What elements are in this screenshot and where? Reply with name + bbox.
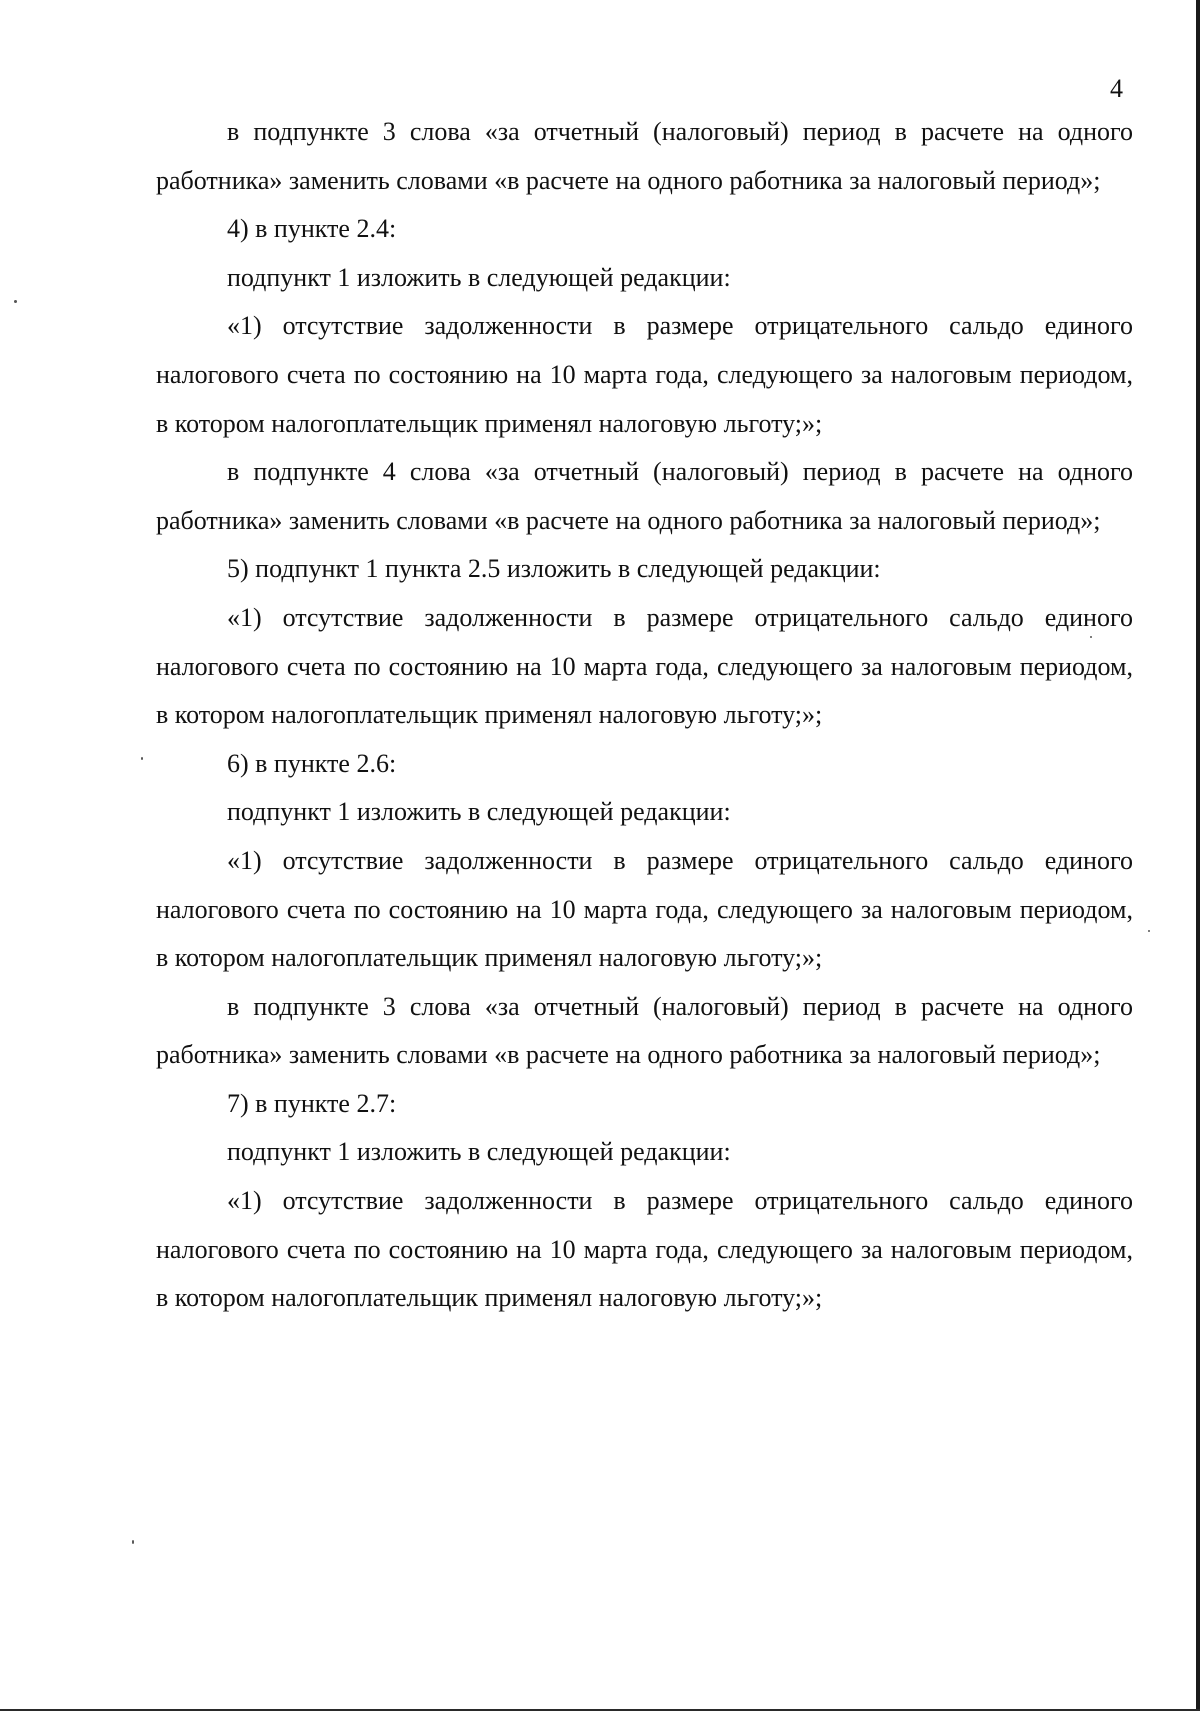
paragraph-item-5-heading: 5) подпункт 1 пункта 2.5 изложить в следующей редакции: — [227, 554, 881, 584]
paragraph-subpoint-1-new-text: «1) отсутствие задолженности в размере отрицательного сальдо единого налогового счета по состоянию на 10 марта года, следующего за налоговым периодом, в котором налогоплательщик применял налоговую льготу;»; — [156, 602, 1133, 730]
paragraph-subpoint-3-amendment: в подпункте 3 слова «за отчетный (налоговый) период в расчете на одного работника» заменить словами «в расчете на одного работника за налоговый период»; — [156, 117, 1133, 195]
scan-speck — [1148, 930, 1150, 932]
scan-speck — [14, 300, 17, 303]
paragraph-subpoint-1-instruction: подпункт 1 изложить в следующей редакции: — [227, 1137, 731, 1167]
paragraph-subpoint-1-new-text: «1) отсутствие задолженности в размере отрицательного сальдо единого налогового счета по состоянию на 10 марта года, следующего за налоговым периодом, в котором налогоплательщик применял налоговую льготу;»; — [156, 311, 1133, 438]
paragraph-item-6-heading: 6) в пункте 2.6: — [227, 748, 397, 778]
page-number: 4 — [1110, 74, 1123, 103]
paragraph-subpoint-3-amendment: в подпункте 3 слова «за отчетный (налоговый) период в расчете на одного работника» заменить словами «в расчете на одного работника за налоговый период»; — [156, 991, 1133, 1070]
scan-speck — [132, 1540, 134, 1544]
scan-speck — [1090, 636, 1092, 638]
scan-speck — [141, 757, 143, 760]
scan-right-edge — [1196, 0, 1200, 1711]
paragraph-subpoint-4-amendment: в подпункте 4 слова «за отчетный (налоговый) период в расчете на одного работника» заменить словами «в расчете на одного работника за налоговый период»; — [156, 457, 1133, 535]
paragraph-item-7-heading: 7) в пункте 2.7: — [227, 1088, 397, 1118]
paragraph-subpoint-1-new-text: «1) отсутствие задолженности в размере отрицательного сальдо единого налогового счета по состоянию на 10 марта года, следующего за налоговым периодом, в котором налогоплательщик применял налоговую льготу;»; — [156, 845, 1133, 973]
paragraph-subpoint-1-instruction: подпункт 1 изложить в следующей редакции: — [227, 262, 731, 292]
paragraph-item-4-heading: 4) в пункте 2.4: — [227, 214, 397, 244]
paragraph-subpoint-1-instruction: подпункт 1 изложить в следующей редакции: — [227, 797, 731, 827]
document-body — [156, 108, 1133, 1323]
paragraph-subpoint-1-new-text: «1) отсутствие задолженности в размере отрицательного сальдо единого налогового счета по состоянию на 10 марта года, следующего за налоговым периодом, в котором налогоплательщик применял налоговую льготу;»; — [156, 1186, 1133, 1313]
